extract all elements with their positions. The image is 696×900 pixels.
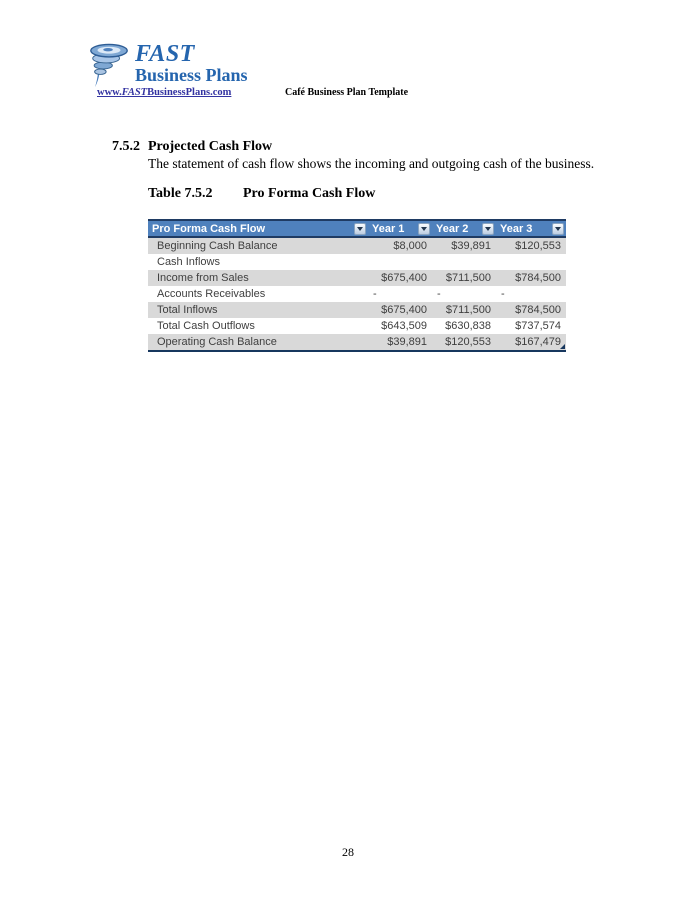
brand-fast: FAST	[135, 41, 195, 67]
page-number: 28	[342, 845, 354, 859]
brand-plans: Business Plans	[135, 65, 248, 85]
section-title: Projected Cash Flow	[148, 139, 273, 154]
row-value: $120,553	[515, 240, 561, 252]
row-value: $675,400	[381, 272, 427, 284]
filter-dropdown-proforma[interactable]	[354, 223, 366, 235]
chevron-down-icon	[485, 227, 491, 231]
row-label: Total Cash Outflows	[157, 320, 255, 332]
section-heading	[112, 139, 272, 155]
column-header-year1	[368, 221, 432, 236]
row-label: Operating Cash Balance	[157, 336, 277, 348]
row-label: Total Inflows	[157, 304, 218, 316]
cashflow-table-body	[148, 238, 566, 352]
table-header-row	[148, 219, 566, 238]
row-label: Income from Sales	[157, 272, 249, 284]
row-value: $630,838	[445, 320, 491, 332]
filter-dropdown-year1[interactable]	[418, 223, 430, 235]
table-caption	[148, 186, 375, 202]
logo-tornado-icon	[86, 42, 132, 90]
column-header-year2	[432, 221, 496, 236]
row-value: -	[373, 288, 377, 300]
website-link-rest: BusinessPlans.com	[147, 87, 232, 98]
website-link[interactable]	[97, 87, 231, 98]
row-value: -	[437, 288, 441, 300]
row-value: $737,574	[515, 320, 561, 332]
row-label: Beginning Cash Balance	[157, 240, 278, 252]
row-value	[432, 254, 496, 270]
website-link-fast: FAST	[121, 87, 148, 98]
row-value: $711,500	[445, 304, 491, 316]
table-row	[148, 254, 566, 270]
filter-dropdown-year3[interactable]	[552, 223, 564, 235]
table-caption-label: Table 7.5.2	[148, 186, 213, 201]
table-row	[148, 270, 566, 286]
row-value: $675,400	[381, 304, 427, 316]
brand-text	[135, 42, 248, 85]
row-value: $784,500	[515, 304, 561, 316]
column-header-label: Year 1	[372, 222, 405, 235]
table-row	[148, 302, 566, 318]
row-value	[496, 254, 566, 270]
logo	[86, 42, 248, 90]
row-value: -	[501, 288, 505, 300]
row-value: $167,479	[515, 336, 561, 348]
website-link-www: www.	[97, 87, 122, 98]
section-number: 7.5.2	[112, 139, 140, 154]
chevron-down-icon	[421, 227, 427, 231]
chevron-down-icon	[357, 227, 363, 231]
row-value: $784,500	[515, 272, 561, 284]
row-value: $8,000	[393, 240, 427, 252]
cashflow-table	[148, 219, 566, 352]
row-value: $39,891	[387, 336, 427, 348]
row-value: $120,553	[445, 336, 491, 348]
column-header-label: Year 2	[436, 222, 469, 235]
row-value: $643,509	[381, 320, 427, 332]
table-row	[148, 238, 566, 254]
column-header-label: Year 3	[500, 222, 533, 235]
table-row	[148, 318, 566, 334]
row-label: Cash Inflows	[157, 256, 220, 268]
table-caption-title: Pro Forma Cash Flow	[243, 186, 376, 201]
document-header-title: Café Business Plan Template	[285, 87, 409, 98]
column-header-proforma	[148, 221, 368, 236]
table-resize-handle[interactable]	[560, 344, 565, 349]
row-value	[368, 254, 432, 270]
table-row	[148, 286, 566, 302]
row-value: $39,891	[451, 240, 491, 252]
chevron-down-icon	[555, 227, 561, 231]
row-label: Accounts Receivables	[157, 288, 266, 300]
filter-dropdown-year2[interactable]	[482, 223, 494, 235]
column-header-label: Pro Forma Cash Flow	[152, 222, 266, 235]
row-value: $711,500	[445, 272, 491, 284]
section-body-text: The statement of cash flow shows the incoming and outgoing cash of the business.	[148, 156, 595, 171]
column-header-year3	[496, 221, 566, 236]
table-row	[148, 334, 566, 350]
